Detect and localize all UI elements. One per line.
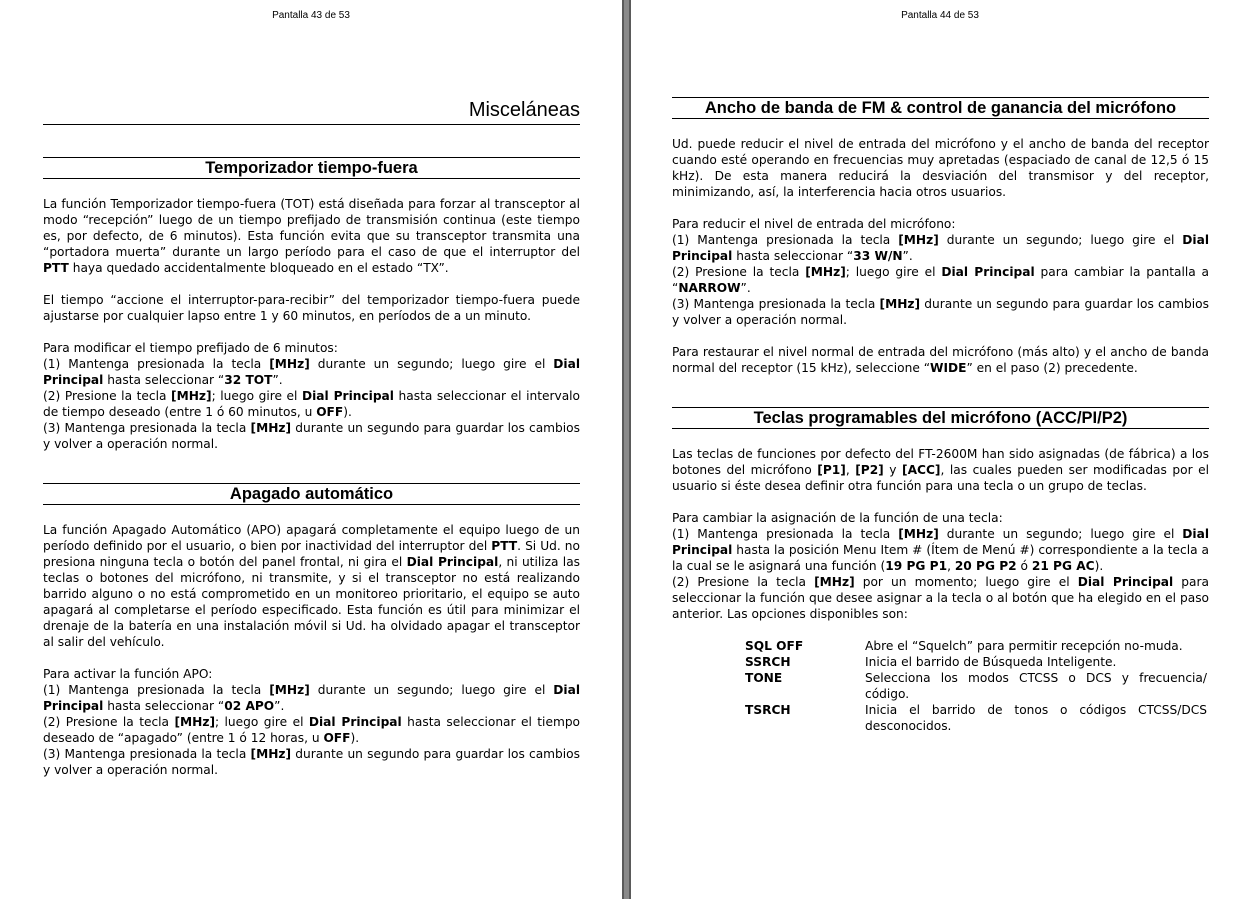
tot-step-3: (3) Mantenga presionada la tecla [MHz] durante un segundo para guardar los cambios y volver a operación normal. xyxy=(43,421,580,451)
fm-step-1: (1) Mantenga presionada la tecla [MHz] durante un segundo; luego gire el Dial Principal hasta seleccionar “33 W/N”. xyxy=(672,233,1209,263)
section-heading-tot: Temporizador tiempo-fuera xyxy=(43,157,580,179)
fm-paragraph-1: Ud. puede reducir el nivel de entrada del micrófono y el ancho de banda del receptor cuando esté operando en frecuencias muy apretadas (espaciado de canal de 12,5 ó 15 kHz). De esta manera reducirá la desviación del transmisor y del receptor, minimizando, así, la interferencia hacia otros usuarios. xyxy=(672,137,1209,199)
option-row xyxy=(672,638,1209,654)
option-desc: Selecciona los modos CTCSS o DCS y frecuencia/ código. xyxy=(865,671,1207,701)
option-row xyxy=(672,654,1209,670)
option-row xyxy=(672,670,1209,702)
option-key: SQL OFF xyxy=(745,639,804,653)
tot-intro: Para modificar el tiempo prefijado de 6 minutos: xyxy=(43,341,338,355)
option-row xyxy=(672,702,1209,734)
fm-intro: Para reducir el nivel de entrada del micrófono: xyxy=(672,217,956,231)
apo-step-1: (1) Mantenga presionada la tecla [MHz] durante un segundo; luego gire el Dial Principal hasta seleccionar “02 APO”. xyxy=(43,683,580,713)
fm-step-3: (3) Mantenga presionada la tecla [MHz] durante un segundo para guardar los cambios y volver a operación normal. xyxy=(672,297,1209,327)
right-page xyxy=(629,0,1249,899)
option-key: TSRCH xyxy=(745,703,791,717)
apo-intro: Para activar la función APO: xyxy=(43,667,213,681)
option-key: SSRCH xyxy=(745,655,791,669)
page-label: Pantalla 44 de 53 xyxy=(901,10,979,21)
keys-intro: Para cambiar la asignación de la función de una tecla: xyxy=(672,511,1003,525)
section-heading-apo: Apagado automático xyxy=(43,483,580,505)
tot-step-2: (2) Presione la tecla [MHz]; luego gire el Dial Principal hasta seleccionar el intervalo de tiempo deseado (entre 1 ó 60 minutos, u OFF). xyxy=(43,389,581,419)
left-page xyxy=(0,0,624,899)
tot-step-1: (1) Mantenga presionada la tecla [MHz] durante un segundo; luego gire el Dial Principal hasta seleccionar “32 TOT”. xyxy=(43,357,580,387)
chapter-title: Misceláneas xyxy=(43,97,580,125)
tot-paragraph-2: El tiempo “accione el interruptor-para-recibir” del temporizador tiempo-fuera puede ajustarse por cualquier lapso entre 1 y 60 minutos, en períodos de a un minuto. xyxy=(43,293,580,323)
section-heading-keys: Teclas programables del micrófono (ACC/PI/P2) xyxy=(672,407,1209,429)
fm-step-2: (2) Presione la tecla [MHz]; luego gire el Dial Principal para cambiar la pantalla a “NARROW”. xyxy=(672,265,1210,295)
keys-step-1: (1) Mantenga presionada la tecla [MHz] durante un segundo; luego gire el Dial Principal hasta la posición Menu Item # (Ítem de Menú #) correspondiente a la tecla a la cual se le asignará una función (19 PG P1, 20 PG P2 ó 21 PG AC). xyxy=(672,527,1209,573)
option-key: TONE xyxy=(745,671,783,685)
left-page-content xyxy=(43,97,580,778)
tot-paragraph-1: La función Temporizador tiempo-fuera (TOT) está diseñada para forzar al transceptor al modo “recepción” luego de un tiempo prefijado de transmisión continua (este tiempo es, por defecto, de 6 minutos). Esta función evita que su transceptor transmita una “portadora muerta” durante un largo período para el caso de que el interruptor del PTT haya quedado accidentalmente bloqueado en el estado “TX”. xyxy=(43,197,580,275)
keys-paragraph-1: Las teclas de funciones por defecto del FT-2600M han sido asignadas (de fábrica) a los botones del micrófono [P1], [P2] y [ACC], las cuales pueden ser modificadas por el usuario si éste desea definir otra función para una tecla o un grupo de teclas. xyxy=(672,447,1209,493)
right-page-content xyxy=(672,97,1209,734)
option-desc: Inicia el barrido de tonos o códigos CTCSS/DCS desconocidos. xyxy=(865,703,1207,733)
apo-step-2: (2) Presione la tecla [MHz]; luego gire el Dial Principal hasta seleccionar el tiempo deseado de “apagado” (entre 1 ó 12 horas, u OFF). xyxy=(43,715,581,745)
options-list xyxy=(672,638,1209,734)
fm-paragraph-3: Para restaurar el nivel normal de entrada del micrófono (más alto) y el ancho de banda normal del receptor (15 kHz), seleccione “WIDE” en el paso (2) precedente. xyxy=(672,345,1209,375)
apo-paragraph-1: La función Apagado Automático (APO) apagará completamente el equipo luego de un período definido por el usuario, o bien por inactividad del interruptor del PTT. Si Ud. no presiona ninguna tecla o botón del panel frontal, ni gira el Dial Principal, ni utiliza las teclas o botones del micrófono, ni transmite, y si el transceptor no está realizando barrido alguno o no está comprometido en un monitoreo prioritario, el equipo se auto apagará al completarse el período especificado. Esta función es útil para minimizar el drenaje de la batería en una instalación móvil si Ud. ha olvidado apagar el transceptor al salir del vehículo. xyxy=(43,523,581,649)
keys-step-2: (2) Presione la tecla [MHz] por un momento; luego gire el Dial Principal para seleccionar la función que desee asignar a la tecla o al botón que ha elegido en el paso anterior. Las opciones disponibles son: xyxy=(672,575,1209,621)
option-desc: Inicia el barrido de Búsqueda Inteligente. xyxy=(865,655,1117,669)
option-desc: Abre el “Squelch” para permitir recepción no-muda. xyxy=(865,639,1183,653)
page-label: Pantalla 43 de 53 xyxy=(272,10,350,21)
apo-step-3: (3) Mantenga presionada la tecla [MHz] durante un segundo para guardar los cambios y volver a operación normal. xyxy=(43,747,580,777)
section-heading-fm: Ancho de banda de FM & control de ganancia del micrófono xyxy=(672,97,1209,119)
